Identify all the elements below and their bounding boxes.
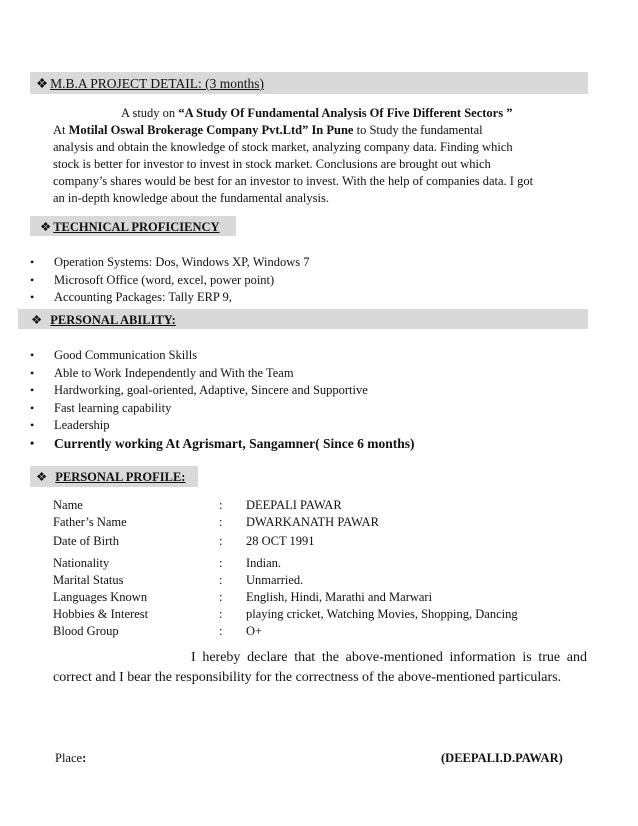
technical-section-heading <box>40 219 220 235</box>
list-item <box>26 435 415 453</box>
profile-colon: : <box>219 515 223 529</box>
profile-value: Indian. <box>246 556 282 570</box>
list-item <box>26 382 415 400</box>
list-item-text: Accounting Packages: Tally ERP 9, <box>54 290 232 304</box>
mba-line-2-prefix: At <box>53 123 69 137</box>
bullet-icon: • <box>30 418 35 432</box>
mba-line-2-rest: to Study the fundamental <box>353 123 483 137</box>
list-item <box>26 400 415 418</box>
mba-line-1-prefix: A study on <box>121 106 179 120</box>
bullet-icon: • <box>30 400 35 415</box>
list-item-text: Hardworking, goal-oriented, Adaptive, Sincere and Supportive <box>54 383 368 397</box>
technical-list <box>26 254 310 307</box>
profile-key: Languages Known <box>53 590 148 604</box>
profile-key: Marital Status <box>53 573 124 587</box>
list-item <box>26 254 310 272</box>
profile-value: Unmarried. <box>246 573 304 587</box>
list-item-text: Good Communication Skills <box>54 348 198 362</box>
place-label: Place <box>55 751 83 765</box>
diamond-bullet-icon: ❖ <box>40 220 52 234</box>
profile-colon: : <box>219 607 223 621</box>
ability-section-heading <box>31 312 176 328</box>
bullet-icon: • <box>30 290 35 304</box>
list-item <box>26 289 310 307</box>
current-job-text: Currently working At Agrismart, Sangamner( Since 6 months) <box>54 435 415 451</box>
list-item-text: Leadership <box>54 418 110 432</box>
declaration-text: I hereby declare that the above-mentioned information is true and correct and I bear the responsibility for the correctness of the above-mentioned particulars. <box>53 650 587 685</box>
list-item <box>26 347 415 365</box>
mba-section-heading <box>36 76 264 92</box>
ability-list <box>26 347 415 452</box>
declaration-paragraph <box>53 648 587 688</box>
profile-colon: : <box>219 590 223 604</box>
profile-colon: : <box>219 498 223 512</box>
profile-key: Father’s Name <box>53 515 127 529</box>
mba-line-6: an in-depth knowledge about the fundamental analysis. <box>53 191 329 205</box>
profile-value: 28 OCT 1991 <box>246 534 315 548</box>
profile-section-heading <box>36 469 185 485</box>
place-colon: : <box>82 751 87 765</box>
mba-section-title: M.B.A PROJECT DETAIL: (3 months) <box>50 76 265 91</box>
profile-value: DWARKANATH PAWAR <box>246 515 379 529</box>
bullet-icon: • <box>30 255 35 269</box>
mba-paragraph <box>53 105 593 207</box>
list-item-text: Able to Work Independently and With the Team <box>54 365 294 380</box>
list-item <box>26 365 415 383</box>
mba-line-3: analysis and obtain the knowledge of stock market, analyzing company data. Finding which <box>53 140 513 154</box>
profile-colon: : <box>219 534 223 548</box>
profile-colon: : <box>219 556 223 570</box>
list-item <box>26 417 415 435</box>
mba-line-1 <box>53 105 593 122</box>
bullet-icon: • <box>30 272 35 287</box>
bullet-icon: • <box>30 435 35 450</box>
ability-section-title: PERSONAL ABILITY: <box>50 313 176 327</box>
list-item-text: Microsoft Office (word, excel, power point) <box>54 272 275 287</box>
bullet-icon: • <box>30 365 35 380</box>
profile-section-title: PERSONAL PROFILE: <box>55 470 186 484</box>
technical-section-title: TECHNICAL PROFICIENCY <box>53 220 220 234</box>
profile-colon: : <box>219 624 223 638</box>
list-item-text: Fast learning capability <box>54 400 172 415</box>
profile-value: English, Hindi, Marathi and Marwari <box>246 590 433 604</box>
company-name: Motilal Oswal Brokerage Company Pvt.Ltd” In Pune <box>68 123 354 137</box>
profile-key: Blood Group <box>53 624 119 638</box>
mba-line-2 <box>53 122 593 139</box>
diamond-bullet-icon: ❖ <box>31 313 43 327</box>
signature-name: (DEEPALI.D.PAWAR) <box>441 751 563 765</box>
bullet-icon: • <box>30 383 35 397</box>
bullet-icon: • <box>30 348 35 362</box>
list-item <box>26 272 310 290</box>
diamond-bullet-icon: ❖ <box>36 470 48 484</box>
profile-colon: : <box>219 573 223 587</box>
mba-line-4: stock is better for investor to invest in stock market. Conclusions are brought out which <box>53 157 491 171</box>
profile-key: Nationality <box>53 556 110 570</box>
diamond-bullet-icon: ❖ <box>36 76 49 91</box>
mba-line-5: company’s shares would be best for an investor to invest. With the help of companies data. I got <box>53 174 534 188</box>
profile-value: O+ <box>246 624 263 638</box>
mba-study-title: “A Study Of Fundamental Analysis Of Five Different Sectors ” <box>178 106 513 120</box>
place-line <box>55 751 86 766</box>
list-item-text: Operation Systems: Dos, Windows XP, Windows 7 <box>54 255 310 269</box>
profile-key: Date of Birth <box>53 534 119 548</box>
profile-key: Name <box>53 498 83 512</box>
profile-value: playing cricket, Watching Movies, Shopping, Dancing <box>246 607 518 621</box>
profile-value: DEEPALI PAWAR <box>246 498 342 512</box>
profile-key: Hobbies & Interest <box>53 607 149 621</box>
